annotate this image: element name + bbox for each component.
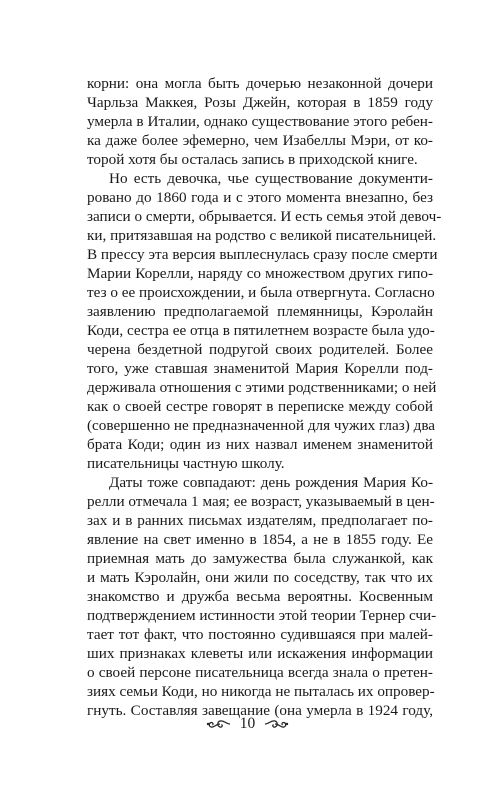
text-line: держивала отношения с этими родственниками; о ней [87,379,437,396]
text-line: черена бездетной подругой своих родителей. Более [87,341,433,358]
text-line: приемная мать до замужества была служанкой, как [87,550,433,567]
text-line: Чарльза Маккея, Розы Джейн, которая в 1859 году [87,94,433,111]
text-line: писательницы частную школу. [87,455,285,472]
text-line: корни: она могла быть дочерью незаконной дочери [87,75,433,92]
text-line: зиях семьи Коди, но никогда не пыталась их опровер- [87,683,435,700]
text-line: брата Коди; один из них назвал именем знаменитой [87,436,433,453]
text-line: В прессу эта версия выплеснулась сразу после смерти [87,246,438,263]
floral-ornament-left-icon [206,717,232,731]
text-line: гнуть. Составляя завещание (она умерла в 1924 году, [87,702,433,719]
paragraph [87,169,442,473]
text-line: ки, притязавшая на родство с великой писательницей. [87,227,437,244]
text-line: и мать Кэролайн, они жили по соседству, так что их [87,569,433,586]
text-line: о своей персоне писательница всегда знала о претен- [87,664,433,681]
text-line: Но есть девочка, чье существование документи- [109,170,433,187]
paragraph [87,473,437,720]
text-line: записи о смерти, обрывается. И есть семья этой девоч- [87,208,442,225]
text-line: тез о ее происхождении, и была отвергнута. Согласно [87,284,435,301]
page-text [87,74,442,720]
text-line: явление на свет именно в 1854, а не в 1855 году. Ее [87,531,433,548]
text-line: того, уже ставшая знаменитой Мария Корелли под- [87,360,433,377]
text-line: подтверждением истинности этой теории Тернер счи- [87,607,437,624]
text-line: умерла в Италии, однако существование этого ребен- [87,113,433,130]
text-line: знакомство и дружба весьма вероятны. Косвенным [87,588,433,605]
text-line: зах и в ранних письмах издателям, предполагает по- [87,512,433,529]
text-line: торой хотя бы осталась запись в приходской книге. [87,151,418,168]
paragraph [87,74,433,169]
text-line: как о своей сестре говорят в переписке между собой [87,398,433,415]
page-number: 10 [239,715,256,732]
text-line: Марии Корелли, наряду со множеством других гипо- [87,265,433,282]
text-line: заявлению предполагаемой племянницы, Кэролайн [87,303,433,320]
text-line: Даты тоже совпадают: день рождения Мария Ко- [109,474,433,491]
text-line: ших признаках клеветы или искажения информации [87,645,433,662]
page-footer [0,712,495,736]
text-line: тает тот факт, что постоянно судившаяся при малей- [87,626,433,643]
text-line: (совершенно не предназначенной для чужих глаз) два [87,417,436,434]
text-line: Коди, сестра ее отца в пятилетнем возрасте была удо- [87,322,435,339]
floral-ornament-right-icon [263,717,289,731]
text-line: ровано до 1860 года и с этого момента внезапно, без [87,189,433,206]
text-line: ка даже более эфемерно, чем Изабеллы Мэри, от ко- [87,132,433,149]
text-line: релли отмечала 1 мая; ее возраст, указываемый в цен- [87,493,435,510]
